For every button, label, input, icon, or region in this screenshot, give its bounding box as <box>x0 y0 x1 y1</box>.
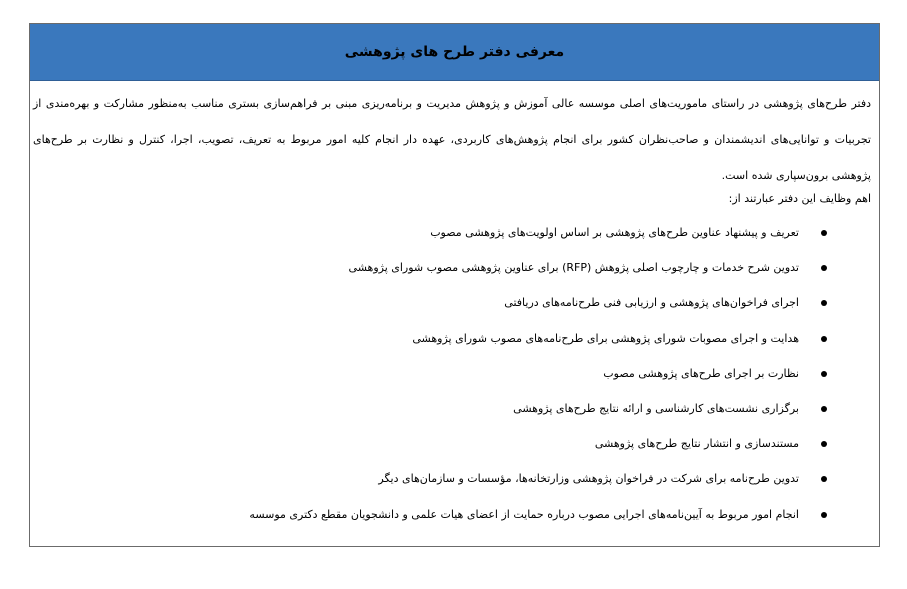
panel-header <box>30 24 879 81</box>
list-item-text: برگزاری نشست‌های کارشناسی و ارائه نتایج طرح‌های پژوهشی <box>513 401 799 415</box>
bullet-icon <box>821 441 827 447</box>
bullet-icon <box>821 512 827 518</box>
list-item <box>47 398 827 433</box>
duties-heading: اهم وظایف این دفتر عبارتند از: <box>728 192 871 205</box>
list-item <box>47 433 827 468</box>
list-item <box>47 504 827 539</box>
list-item-text: مستندسازی و انتشار نتایج طرح‌های پژوهشی <box>594 437 799 451</box>
intro-paragraph: دفتر طرح‌های پژوهشی در راستای ماموریت‌های اصلی موسسه عالی آموزش و پژوهش مدیریت و برنامه‌ریزی مبنی بر فراهم‌سازی بستری مناسب به‌منظور مشارکت و بهره‌مندی از تجربیات و توانایی‌های اندیشمندان و صاحب‌نظران کشور برای انجام پژوهش‌های کاربردی، عهده دار انجام کلیه امور مربوط به تعریف، تصویب، اجرا، کنترل و نظارت بر طرح‌های پژوهشی برون‌سپاری شده است. <box>33 97 871 182</box>
list-item-text: نظارت بر اجرای طرح‌های پژوهشی مصوب <box>603 366 799 380</box>
list-item-text: انجام امور مربوط به آیین‌نامه‌های اجرایی مصوب درباره حمایت از اعضای هیات علمی و دانشجویان مقطع دکتری موسسه <box>249 507 799 521</box>
list-item <box>47 468 827 503</box>
list-item-text: هدایت و اجرای مصوبات شورای پژوهشی برای طرح‌نامه‌های مصوب شورای پژوهشی <box>412 331 799 345</box>
bullet-icon <box>821 336 827 342</box>
bullet-icon <box>821 230 827 236</box>
list-item <box>47 292 827 327</box>
list-item-text: اجرای فراخوان‌های پژوهشی و ارزیابی فنی طرح‌نامه‌های دریافتی <box>504 296 799 310</box>
page-title: معرفی دفتر طرح های پژوهشی <box>344 44 565 60</box>
bullet-icon <box>821 476 827 482</box>
bullet-icon <box>821 406 827 412</box>
list-item <box>47 222 827 257</box>
list-item-text: تدوین شرح خدمات و چارچوب اصلی پژوهش (RFP) برای عناوین پژوهشی مصوب شورای پژوهشی <box>348 261 799 275</box>
list-item-text: تدوین طرح‌نامه برای شرکت در فراخوان پژوهشی وزارتخانه‌ها، مؤسسات و سازمان‌های دیگر <box>378 472 799 486</box>
list-item-text: تعریف و پیشنهاد عناوین طرح‌های پژوهشی بر اساس اولویت‌های پژوهشی مصوب <box>430 226 799 239</box>
bullet-icon <box>821 371 827 377</box>
list-item <box>47 257 827 292</box>
list-item <box>47 363 827 398</box>
list-item <box>47 328 827 363</box>
bullet-icon <box>821 265 827 271</box>
content-panel <box>29 23 880 547</box>
duties-list <box>47 222 827 539</box>
bullet-icon <box>821 300 827 306</box>
